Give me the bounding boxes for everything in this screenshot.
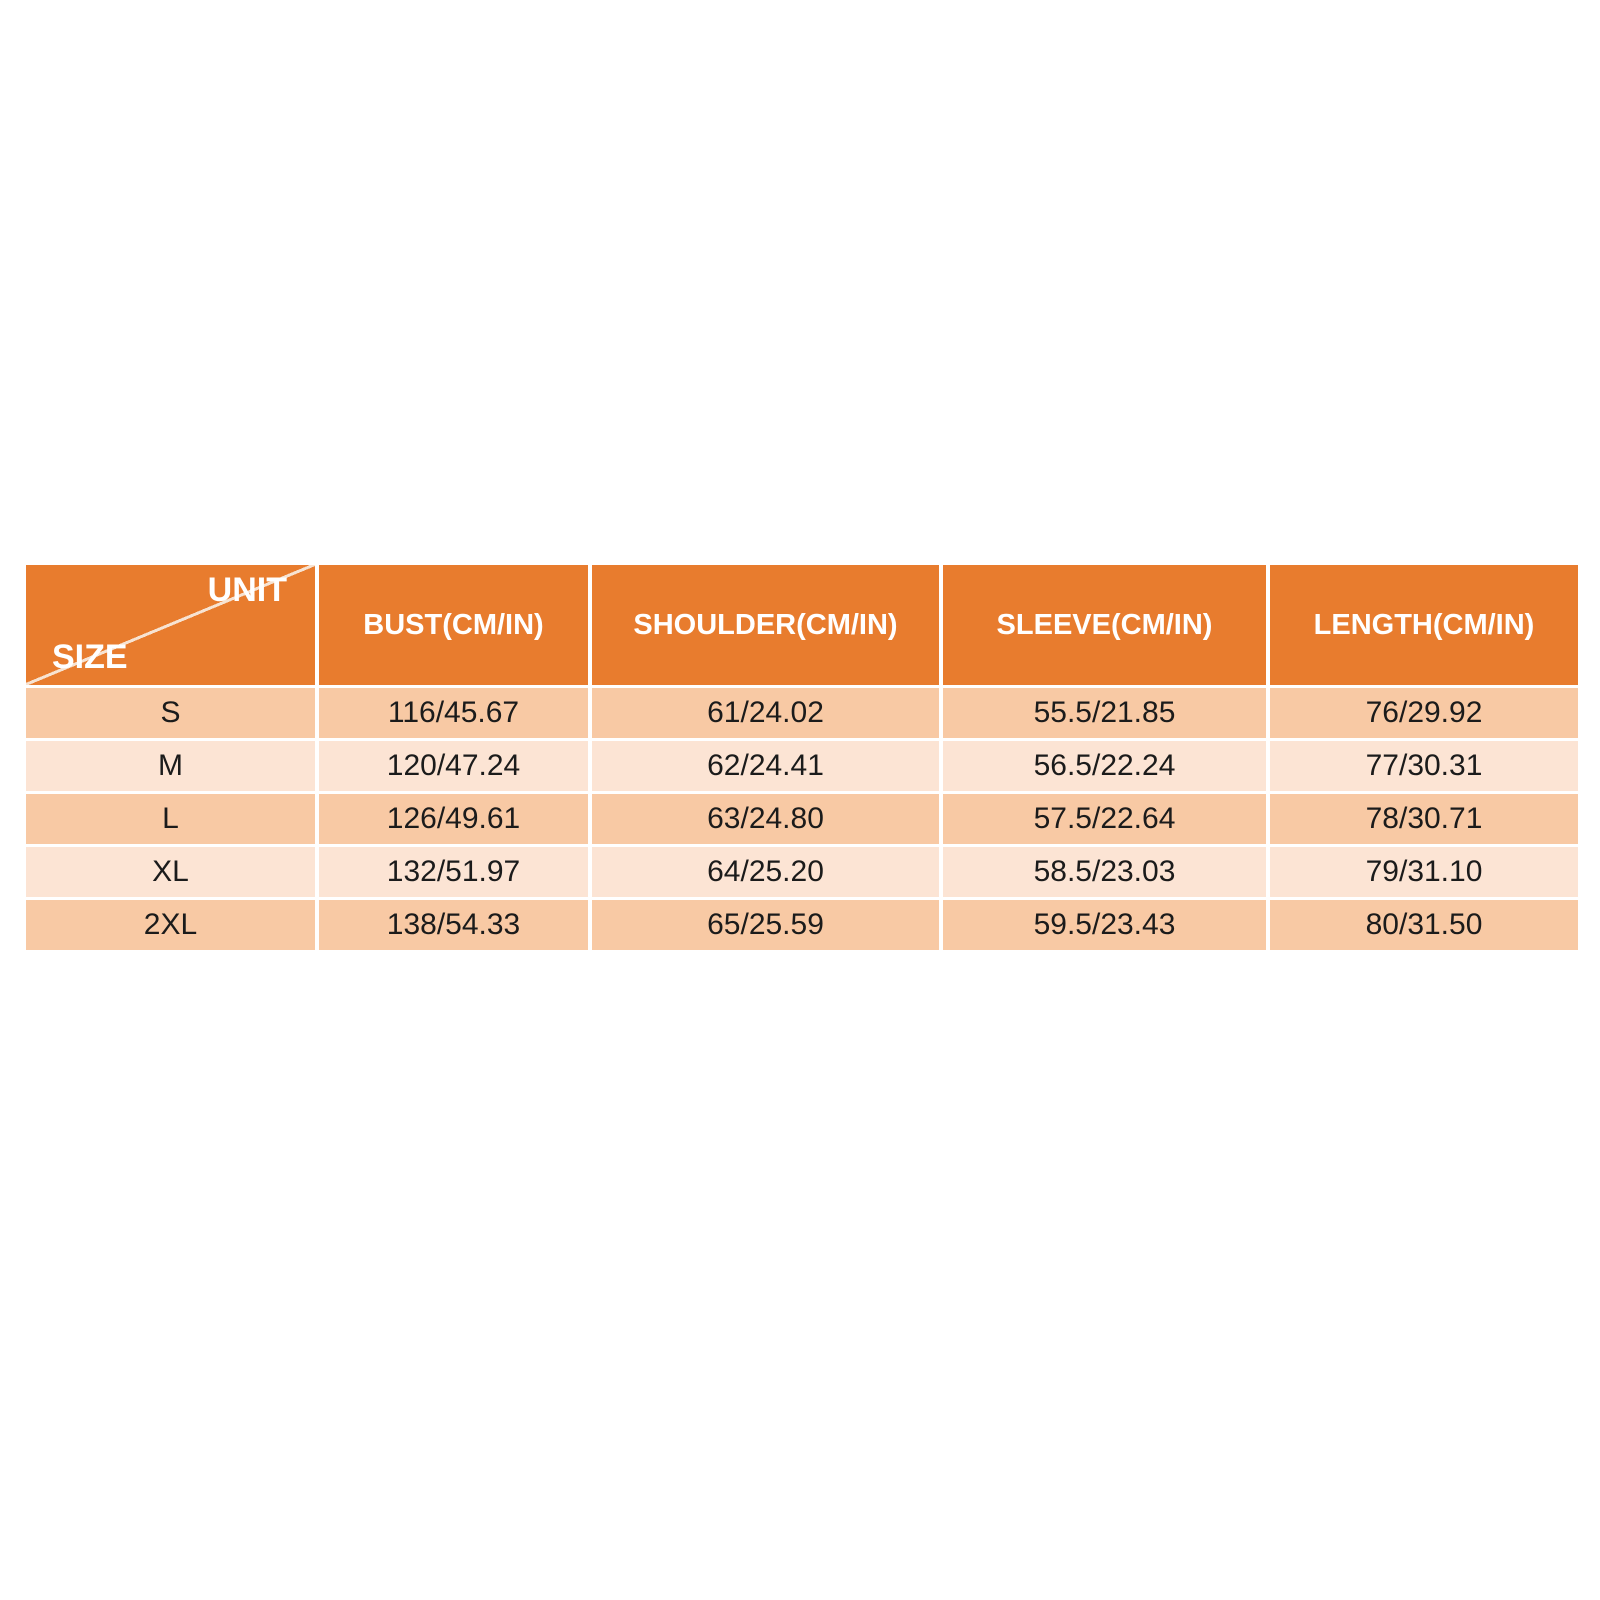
header-row xyxy=(26,565,1578,685)
corner-size-label: SIZE xyxy=(52,638,128,676)
column-header-sleeve: SLEEVE(CM/IN) xyxy=(943,565,1266,685)
table-cell-length: 78/30.71 xyxy=(1270,794,1578,844)
table-cell-length: 76/29.92 xyxy=(1270,688,1578,738)
table-cell-bust: 132/51.97 xyxy=(319,847,588,897)
table-cell-sleeve: 58.5/23.03 xyxy=(943,847,1266,897)
table-cell-sleeve: 55.5/21.85 xyxy=(943,688,1266,738)
table-row-l xyxy=(26,794,1578,844)
corner-unit-label: UNIT xyxy=(207,571,287,609)
row-size-label: L xyxy=(26,794,315,844)
table-cell-length: 79/31.10 xyxy=(1270,847,1578,897)
table-cell-bust: 120/47.24 xyxy=(319,741,588,791)
row-size-label: S xyxy=(26,688,315,738)
table-row-xl xyxy=(26,847,1578,897)
table-cell-length: 80/31.50 xyxy=(1270,900,1578,950)
table-row-m xyxy=(26,741,1578,791)
table-cell-shoulder: 65/25.59 xyxy=(592,900,939,950)
row-size-label: XL xyxy=(26,847,315,897)
column-header-length: LENGTH(CM/IN) xyxy=(1270,565,1578,685)
row-size-label: M xyxy=(26,741,315,791)
corner-cell xyxy=(26,565,315,685)
table-row-s xyxy=(26,688,1578,738)
table-cell-shoulder: 63/24.80 xyxy=(592,794,939,844)
table-cell-shoulder: 62/24.41 xyxy=(592,741,939,791)
table-cell-sleeve: 59.5/23.43 xyxy=(943,900,1266,950)
table-cell-bust: 126/49.61 xyxy=(319,794,588,844)
table-cell-shoulder: 61/24.02 xyxy=(592,688,939,738)
table-cell-length: 77/30.31 xyxy=(1270,741,1578,791)
table-cell-sleeve: 56.5/22.24 xyxy=(943,741,1266,791)
table-cell-shoulder: 64/25.20 xyxy=(592,847,939,897)
column-header-shoulder: SHOULDER(CM/IN) xyxy=(592,565,939,685)
table-cell-sleeve: 57.5/22.64 xyxy=(943,794,1266,844)
table-cell-bust: 138/54.33 xyxy=(319,900,588,950)
table-cell-bust: 116/45.67 xyxy=(319,688,588,738)
column-header-bust: BUST(CM/IN) xyxy=(319,565,588,685)
row-size-label: 2XL xyxy=(26,900,315,950)
size-chart-table xyxy=(22,562,1582,953)
table-row-2xl xyxy=(26,900,1578,950)
